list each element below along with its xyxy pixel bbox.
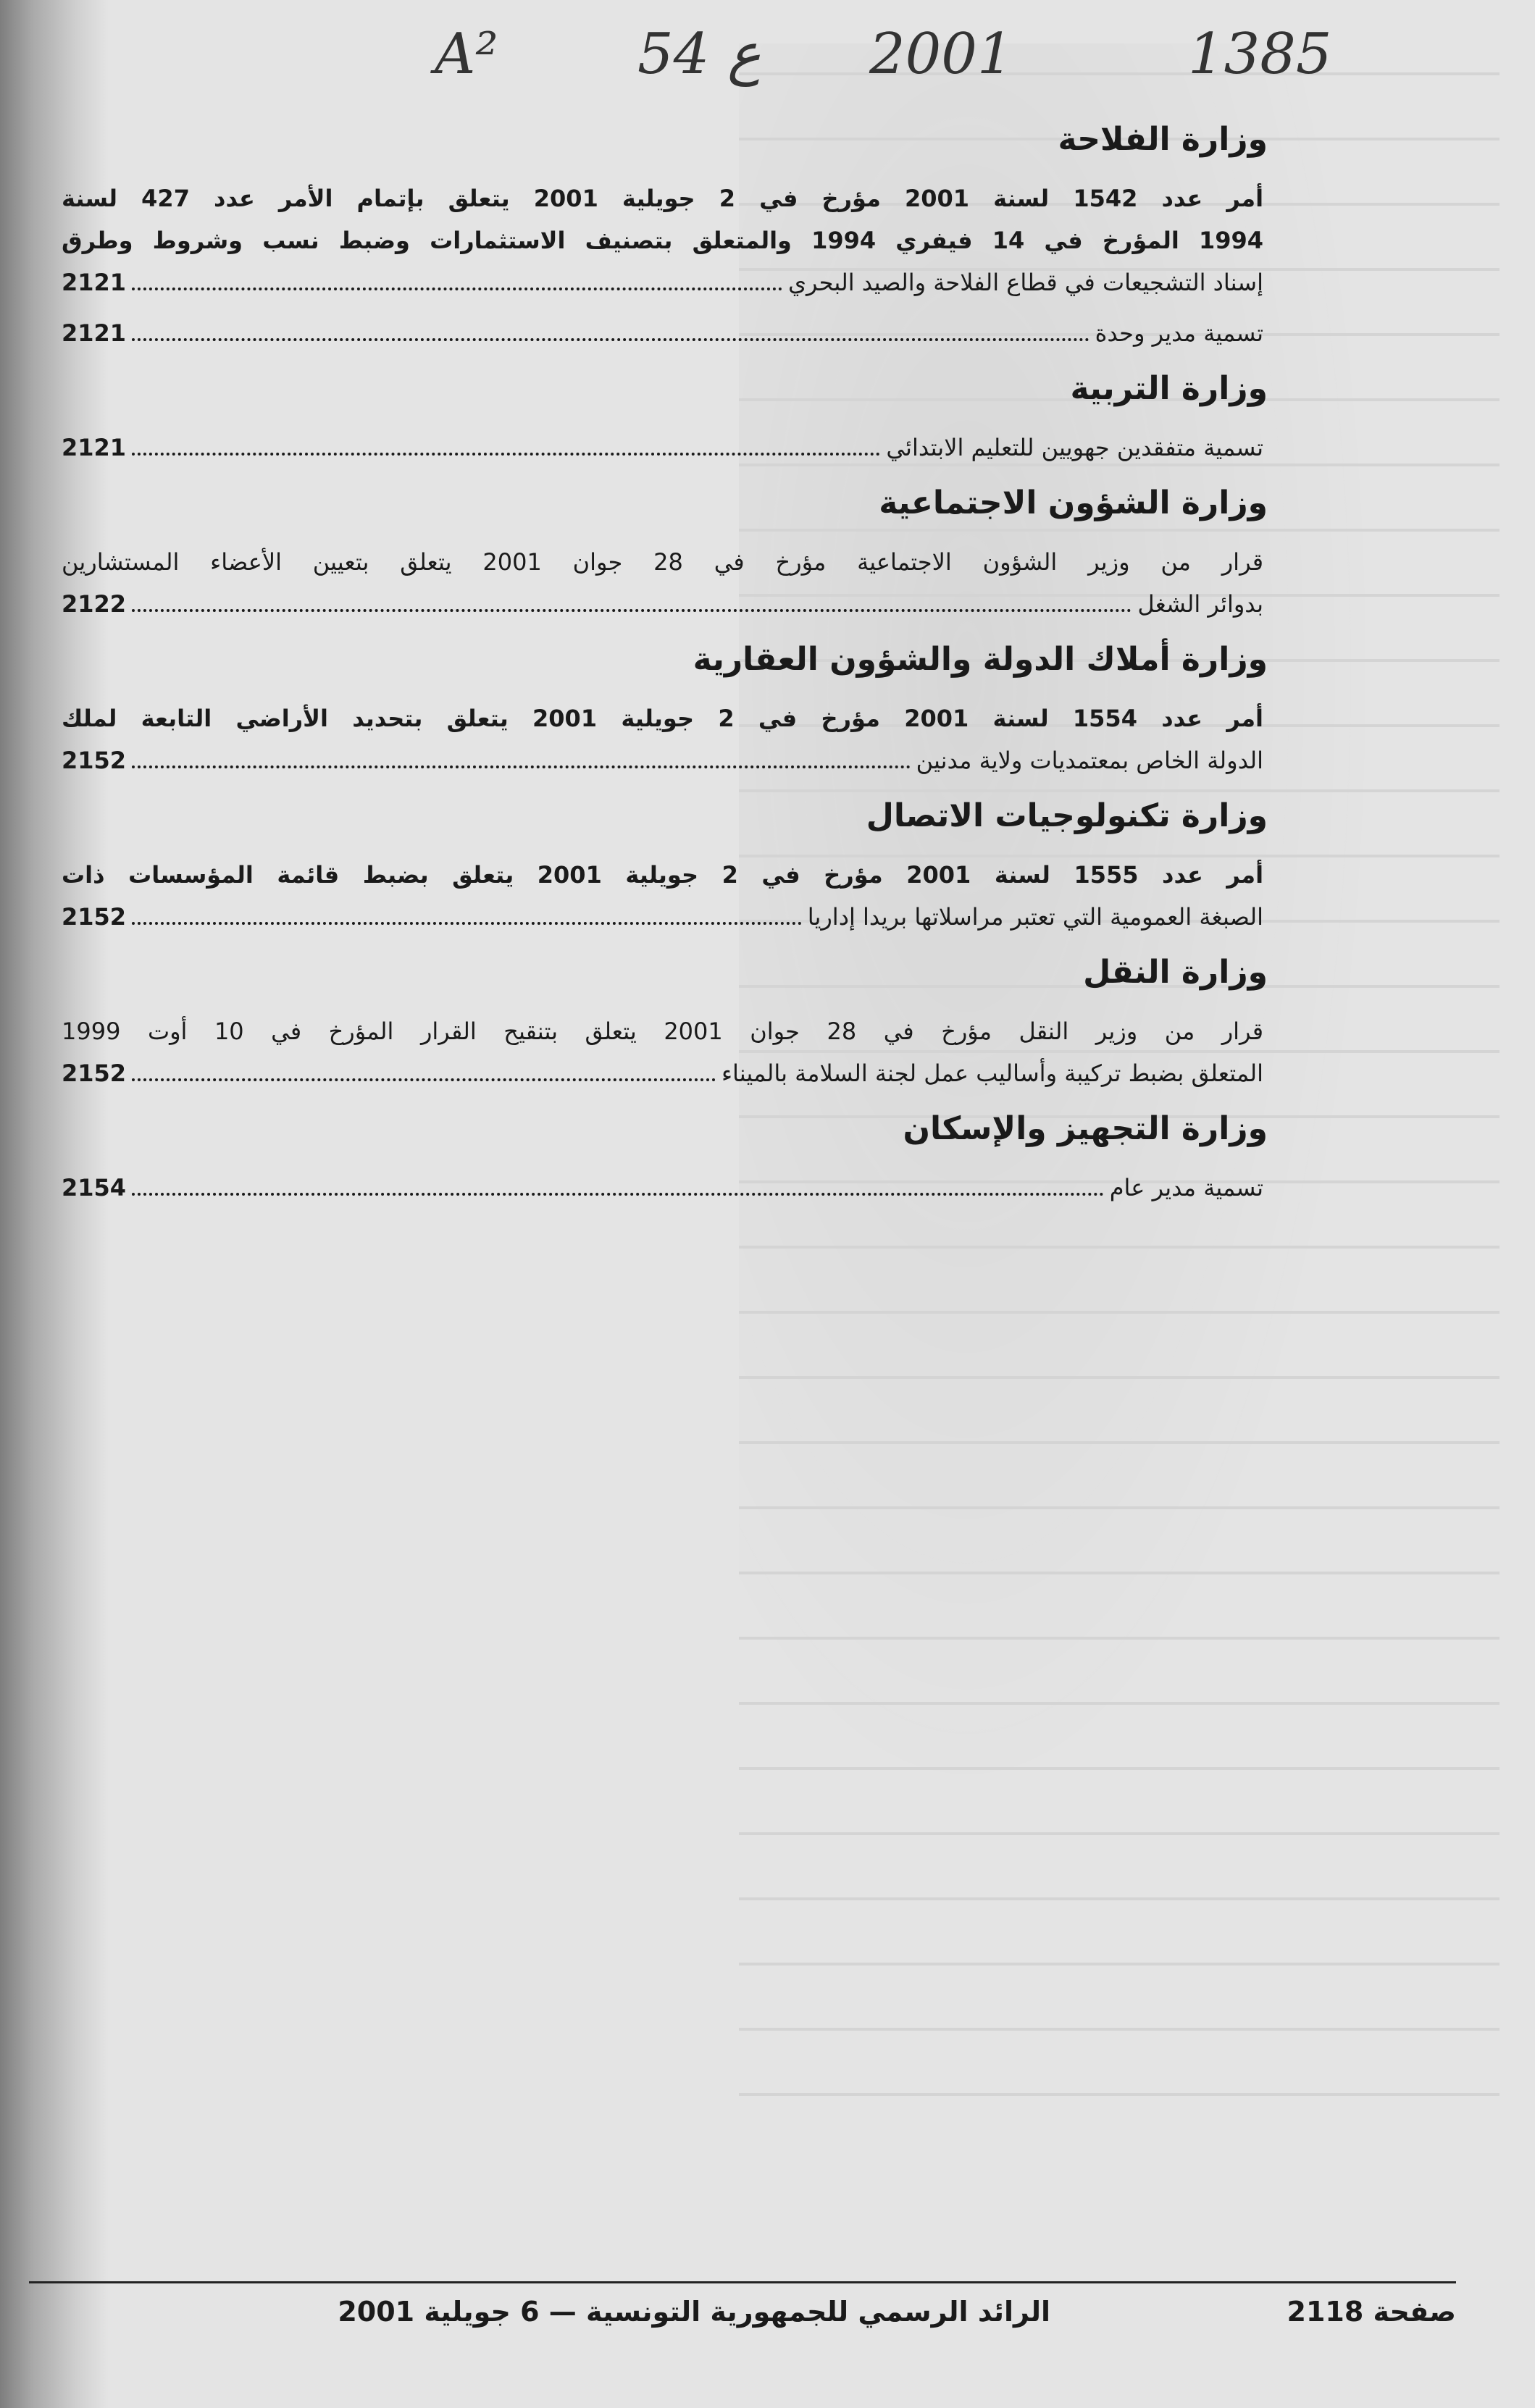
entry-last-line <box>62 261 1263 303</box>
entry-text-line: قرار من وزير الشؤون الاجتماعية مؤرخ في 28 جوان 2001 يتعلق بتعيين الأعضاء المستشارين <box>62 548 1264 576</box>
toc-entry[interactable] <box>62 177 1268 303</box>
entry-last-line <box>62 427 1263 469</box>
entry-last-line <box>62 1052 1263 1094</box>
toc-entry[interactable] <box>62 697 1268 781</box>
entry-text-end: تسمية مدير وحدة <box>1095 319 1263 347</box>
entry-page-number: 2152 <box>62 747 127 774</box>
handwritten-code: A² <box>435 22 498 87</box>
dot-leader <box>132 1193 1104 1196</box>
dot-leader <box>132 922 802 925</box>
entry-text-line: أمر عدد 1542 لسنة 2001 مؤرخ في 2 جويلية 2001 يتعلق بإتمام الأمر عدد 427 لسنة <box>62 185 1264 212</box>
page-footer <box>29 2296 1456 2346</box>
handwritten-year: 2001 <box>869 22 1013 87</box>
entry-text-line: أمر عدد 1554 لسنة 2001 مؤرخ في 2 جويلية 2001 يتعلق بتحديد الأراضي التابعة لملك <box>62 705 1263 732</box>
entry-text-end: المتعلق بضبط تركيبة وأساليب عمل لجنة السلامة بالميناء <box>721 1060 1263 1087</box>
table-of-contents <box>62 105 1268 1217</box>
entry-page-number: 2152 <box>62 1060 127 1087</box>
entry-page-number: 2154 <box>62 1174 127 1201</box>
ministry-heading: وزارة التربية <box>1070 370 1268 407</box>
ministry-heading: وزارة الشؤون الاجتماعية <box>879 484 1268 521</box>
dot-leader <box>132 765 911 768</box>
toc-entry[interactable] <box>62 1010 1268 1094</box>
footer-rule <box>29 2281 1456 2283</box>
toc-entry[interactable] <box>62 427 1268 469</box>
entry-text-end: إسناد التشجيعات في قطاع الفلاحة والصيد البحري <box>787 269 1263 296</box>
entry-page-number: 2121 <box>62 269 127 296</box>
ministry-heading: وزارة تكنولوجيات الاتصال <box>866 797 1268 834</box>
entry-text-end: تسمية متفقدين جهويين للتعليم الابتدائي <box>886 434 1263 461</box>
entry-page-number: 2122 <box>62 590 127 618</box>
ministry-heading: وزارة النقل <box>1083 954 1268 991</box>
entry-page-number: 2152 <box>62 903 127 931</box>
toc-entry[interactable] <box>62 541 1268 625</box>
entry-text-line: قرار من وزير النقل مؤرخ في 28 جوان 2001 يتعلق بتنقيح القرار المؤرخ في 10 أوت 1999 <box>62 1018 1264 1045</box>
handwritten-number: 1385 <box>1188 22 1332 87</box>
ministry-heading: وزارة الفلاحة <box>1058 121 1268 158</box>
footer-gazette-title: الرائد الرسمي للجمهورية التونسية — 6 جويلية 2001 <box>338 2296 1050 2328</box>
entry-text-end: الصبغة العمومية التي تعتبر مراسلاتها بريدا إداريا <box>807 903 1263 931</box>
entry-last-line <box>62 739 1263 781</box>
entry-text-line: 1994 المؤرخ في 14 فيفري 1994 والمتعلق بتصنيف الاستثمارات وضبط نسب وشروط وطرق <box>62 227 1264 254</box>
handwritten-annotation <box>435 22 1376 101</box>
entry-last-line <box>62 312 1263 354</box>
entry-last-line <box>62 1167 1263 1209</box>
toc-entry[interactable] <box>62 312 1268 354</box>
entry-text-end: بدوائر الشغل <box>1137 590 1263 618</box>
toc-entry[interactable] <box>62 1167 1268 1209</box>
ministry-heading: وزارة أملاك الدولة والشؤون العقارية <box>693 641 1268 678</box>
dot-leader <box>132 1078 716 1081</box>
dot-leader <box>132 453 880 456</box>
toc-entry[interactable] <box>62 854 1268 938</box>
handwritten-volume: 54 ع <box>637 22 761 87</box>
ministry-heading: وزارة التجهيز والإسكان <box>903 1110 1268 1147</box>
footer-page-number: صفحة 2118 <box>1287 2296 1456 2328</box>
dot-leader <box>132 609 1132 612</box>
entry-page-number: 2121 <box>62 319 127 347</box>
entry-page-number: 2121 <box>62 434 127 461</box>
entry-last-line <box>62 583 1263 625</box>
entry-text-end: الدولة الخاص بمعتمديات ولاية مدنين <box>916 747 1263 774</box>
entry-text-line: أمر عدد 1555 لسنة 2001 مؤرخ في 2 جويلية 2001 يتعلق بضبط قائمة المؤسسات ذات <box>62 861 1264 889</box>
entry-text-end: تسمية مدير عام <box>1109 1174 1263 1201</box>
dot-leader <box>132 338 1089 341</box>
dot-leader <box>132 288 782 290</box>
entry-last-line <box>62 896 1263 938</box>
